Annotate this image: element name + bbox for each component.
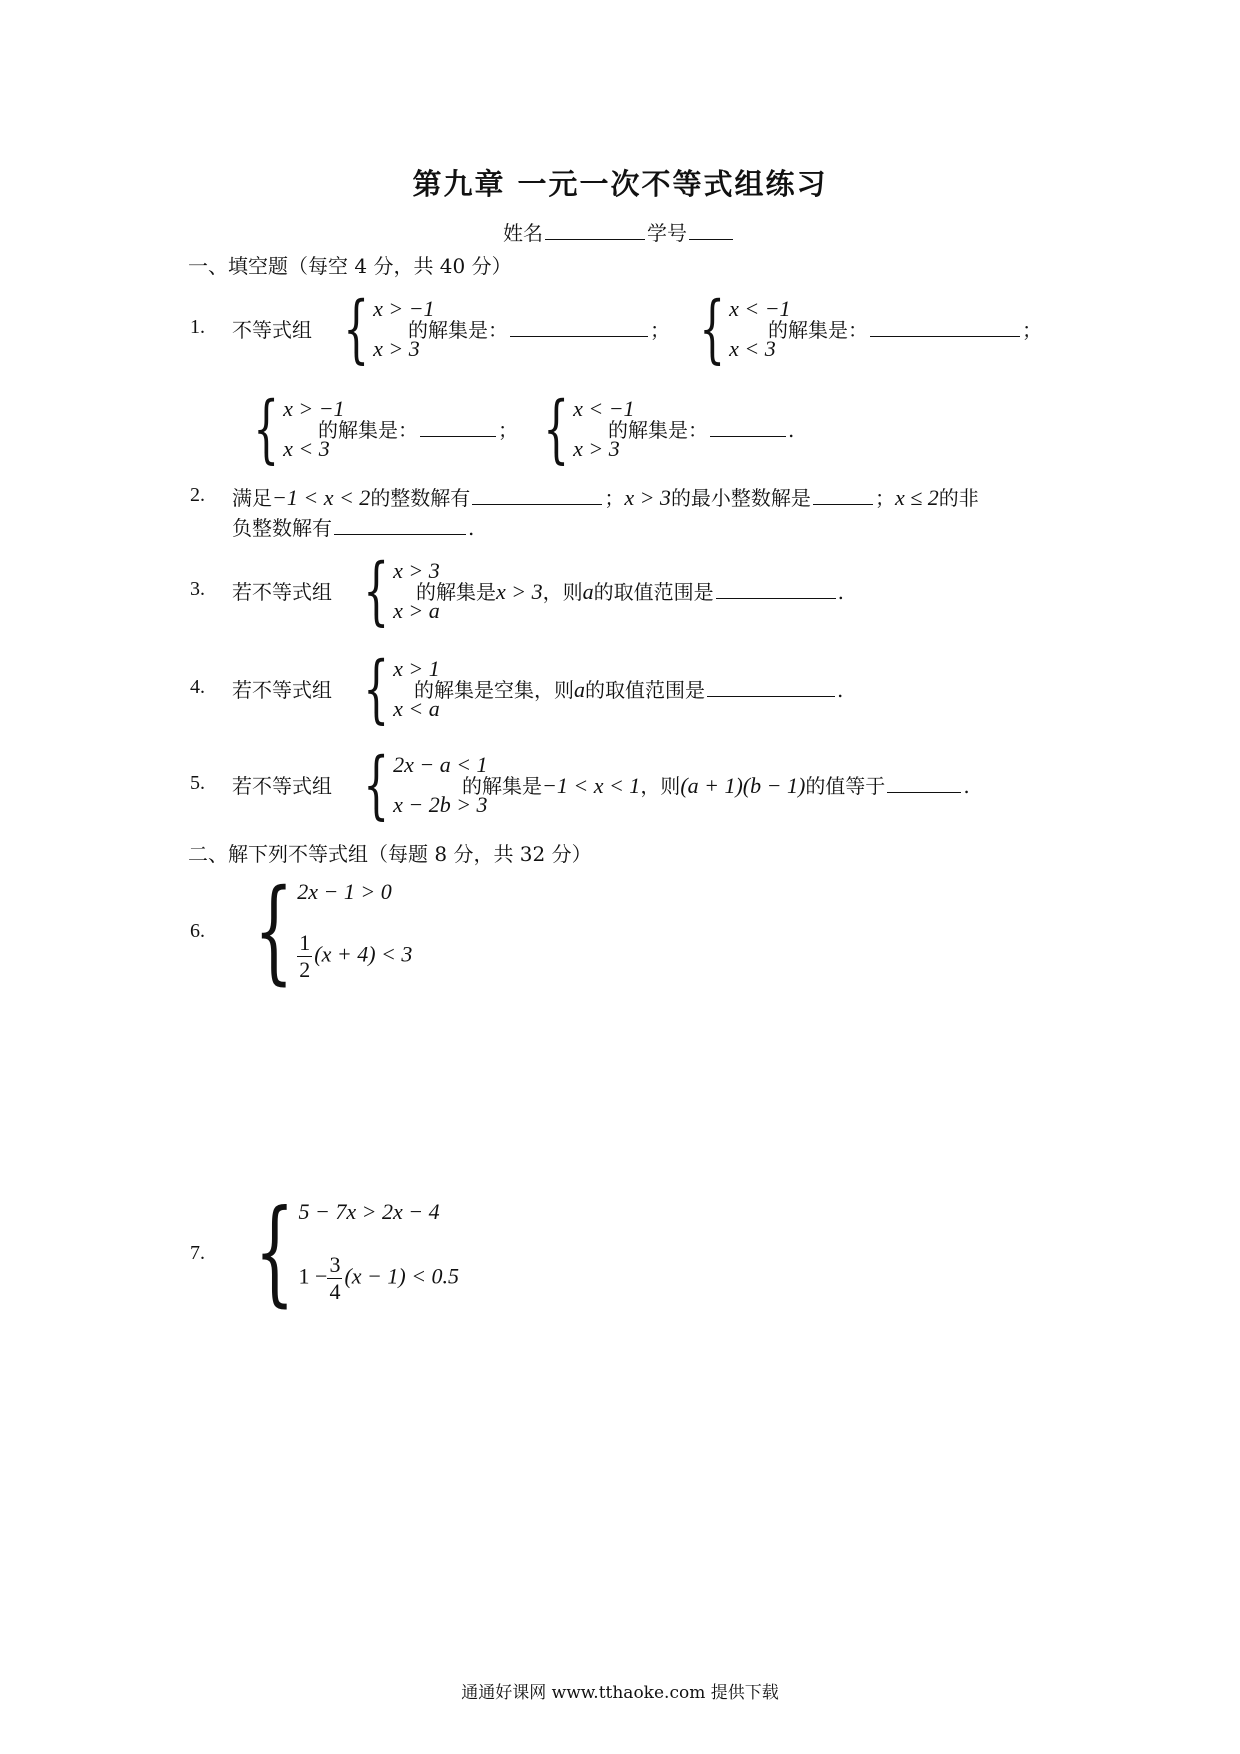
q5-tail: 的解集是−1 < x < 1，则(a + 1)(b − 1)的值等于 .: [462, 773, 970, 798]
page-title: 第九章 一元一次不等式组练习: [412, 167, 828, 201]
q1-sys-d-line1: x < −1: [573, 396, 635, 421]
q1-a-blank[interactable]: [510, 316, 648, 337]
q5-sys-line2: x − 2b > 3: [393, 792, 488, 817]
q1-d-blank[interactable]: [710, 416, 786, 437]
q1-a-tail: 的解集是： ；: [408, 318, 670, 342]
question-5-number: 5.: [190, 772, 205, 794]
question-7-number: 7.: [190, 1242, 205, 1264]
question-3-lead: 若不等式组: [232, 580, 332, 604]
question-4-lead: 若不等式组: [232, 678, 332, 702]
q1-sys-c-line1: x > −1: [283, 396, 345, 421]
student-info: [503, 219, 735, 247]
question-3-number: 3.: [190, 578, 205, 600]
question-2-number: 2.: [190, 484, 205, 506]
q6-line1: 2x − 1 > 0: [297, 879, 392, 904]
brace-icon: {: [363, 548, 390, 634]
question-2-line-1: 满足−1 < x < 2的整数解有 ；x > 3的最小整数解是 ；x ≤ 2的非: [232, 485, 979, 510]
q3-tail: 的解集是x > 3，则a的取值范围是 .: [416, 579, 844, 604]
q5-blank[interactable]: [887, 772, 961, 793]
name-blank[interactable]: [545, 219, 645, 240]
section-1-heading: 一、填空题（每空 4 分，共 40 分）: [188, 254, 512, 278]
brace-icon: {: [253, 386, 280, 472]
q2-blank-2[interactable]: [813, 484, 873, 505]
q3-sys-line1: x > 3: [393, 558, 440, 583]
q6-line2: $\frac{1}{2}$ (x + 4) < 3: [299, 930, 413, 982]
section-2-heading: 二、解下列不等式组（每题 8 分，共 32 分）: [188, 842, 592, 866]
question-5-lead: 若不等式组: [232, 774, 332, 798]
name-label: 姓名: [503, 221, 543, 245]
q5-sys-line1: 2x − a < 1: [393, 752, 488, 777]
q1-b-blank[interactable]: [870, 316, 1020, 337]
brace-icon: {: [254, 1185, 295, 1318]
question-1-number: 1.: [190, 316, 205, 338]
question-6-number: 6.: [190, 920, 205, 942]
page-footer: 通通好课网 www.tthaoke.com 提供下载: [461, 1683, 779, 1703]
brace-icon: {: [254, 866, 294, 996]
q7-system: [222, 1185, 460, 1318]
question-1-lead: 不等式组: [232, 318, 312, 342]
q3-blank[interactable]: [716, 578, 836, 599]
q1-sys-a-line1: x > −1: [373, 296, 435, 321]
q1-c-blank[interactable]: [420, 416, 496, 437]
q7-line1: 5 − 7x > 2x − 4: [298, 1199, 440, 1224]
q1-d-tail: 的解集是： .: [608, 418, 795, 442]
q2-blank-3[interactable]: [334, 514, 466, 535]
q1-sys-d-line2: x > 3: [573, 436, 620, 461]
id-label: 学号: [647, 221, 687, 245]
q1-sys-b-line2: x < 3: [729, 336, 776, 361]
q4-sys-line2: x < a: [393, 696, 440, 721]
brace-icon: {: [543, 386, 570, 472]
q4-sys-line1: x > 1: [393, 656, 440, 681]
q7-line2: 1 − $\frac{3}{4}$ (x − 1) < 0.5: [298, 1252, 460, 1304]
question-4-number: 4.: [190, 676, 205, 698]
brace-icon: {: [363, 742, 390, 828]
q1-b-tail: 的解集是： ；: [768, 318, 1042, 342]
q6-system: [222, 866, 413, 996]
q1-sys-c-line2: x < 3: [283, 436, 330, 461]
q1-sys-b-line1: x < −1: [729, 296, 791, 321]
question-2-line-2: 负整数解有 .: [232, 516, 475, 540]
brace-icon: {: [699, 286, 726, 372]
brace-icon: {: [363, 646, 390, 732]
q1-sys-a-line2: x > 3: [373, 336, 420, 361]
q4-blank[interactable]: [707, 676, 835, 697]
q2-blank-1[interactable]: [472, 484, 602, 505]
q1-c-tail: 的解集是： ；: [318, 418, 518, 442]
q3-sys-line2: x > a: [393, 598, 440, 623]
brace-icon: {: [343, 286, 370, 372]
id-blank[interactable]: [689, 219, 733, 240]
q4-tail: 的解集是空集，则a的取值范围是 .: [414, 677, 844, 702]
